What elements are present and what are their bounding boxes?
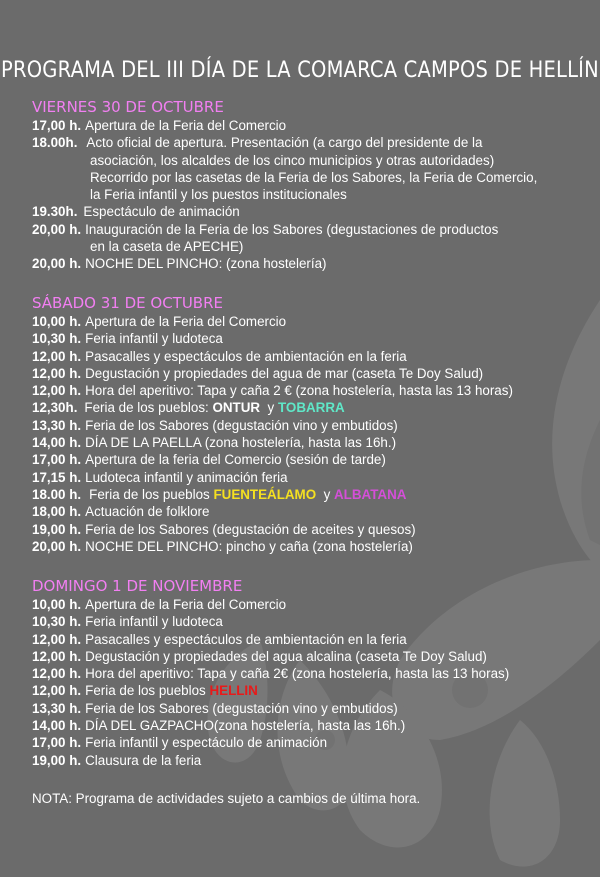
list-item <box>32 399 592 416</box>
time-label: 17,00 h. <box>32 118 82 133</box>
list-item <box>32 700 592 717</box>
list-item <box>32 365 592 382</box>
list-item <box>32 203 592 220</box>
time-label: 20,00 h. <box>32 538 82 554</box>
conjunction: y <box>267 400 275 416</box>
time-label: 18.00 h. <box>32 486 82 502</box>
list-item <box>32 648 592 665</box>
time-label: 12,00 h. <box>32 648 82 664</box>
list-item <box>32 503 592 520</box>
page-title: PROGRAMA DEL III DÍA DE LA COMARCA CAMPOS DE HELLÍN <box>1 56 599 83</box>
activity-text: DÍA DE LA PAELLA (zona hostelería, hasta las 16h.) <box>85 435 397 451</box>
town-ontur: ONTUR <box>212 400 261 416</box>
town-fuentealamo: FUENTEÁLAMO <box>213 486 317 502</box>
activity-text: Feria de los Sabores (degustación de aceites y quesos) <box>85 521 416 537</box>
activity-label: Feria de los pueblos <box>89 486 210 502</box>
time-label: 10,30 h. <box>32 614 82 630</box>
time-label: 19,00 h. <box>32 752 82 768</box>
activity-label: Feria de los pueblos <box>85 683 206 699</box>
activity-text: Apertura de la Feria del Comercio <box>85 597 287 612</box>
list-item <box>32 486 592 503</box>
list-item <box>32 221 592 238</box>
list-item-continuation: en la caseta de APECHE) <box>90 239 244 255</box>
activity-text: Inauguración de la Feria de los Sabores (degustaciones de productos <box>85 221 499 237</box>
list-item <box>32 682 592 699</box>
list-item <box>32 451 592 468</box>
activity-text: Feria de los Sabores (degustación vino y embutidos) <box>85 700 398 716</box>
section-sabado <box>32 294 592 555</box>
time-label: 17,00 h. <box>32 735 82 751</box>
town-hellin: HELLIN <box>209 683 258 699</box>
time-label: 17,15 h. <box>32 469 82 485</box>
list-item <box>32 382 592 399</box>
list-item <box>32 734 592 751</box>
activity-label: Feria de los pueblos: <box>84 400 209 416</box>
time-label: 20,00 h. <box>32 221 82 237</box>
activity-text: Actuación de folklore <box>85 504 210 520</box>
time-label: 17,00 h. <box>32 452 82 468</box>
list-item <box>32 469 592 486</box>
activity-text: Apertura de la Feria del Comercio <box>85 118 287 133</box>
time-label: 13,30 h. <box>32 417 82 433</box>
activity-text: Feria de los Sabores (degustación vino y embutidos) <box>85 417 398 433</box>
time-label: 10,00 h. <box>32 597 82 612</box>
activity-text: Feria infantil y espectáculo de animación <box>85 735 328 751</box>
time-label: 19,00 h. <box>32 521 82 537</box>
time-label: 12,00 h. <box>32 666 82 682</box>
time-label: 18.00h. <box>32 135 78 151</box>
list-item <box>32 313 592 330</box>
activity-text: Feria infantil y ludoteca <box>85 331 223 347</box>
list-item-continuation: Recorrido por las casetas de la Feria de los Sabores, la Feria de Comercio, <box>90 169 538 185</box>
activity-text <box>77 399 344 416</box>
activity-text: Apertura de la feria del Comercio (sesión de tarde) <box>85 452 386 468</box>
list-item <box>32 752 592 769</box>
activity-text <box>81 486 406 503</box>
list-item <box>32 665 592 682</box>
list-item <box>32 596 592 613</box>
activity-text: Espectáculo de animación <box>83 204 240 220</box>
time-label: 19.30h. <box>32 204 78 220</box>
town-tobarra: TOBARRA <box>277 400 345 416</box>
time-label: 12,00 h. <box>32 631 82 647</box>
list-item <box>32 538 592 555</box>
list-item <box>32 631 592 648</box>
list-item <box>32 417 592 434</box>
activity-text: Hora del aperitivo: Tapa y caña 2 € (zona hostelería, hasta las 13 horas) <box>85 383 513 399</box>
section-heading: VIERNES 30 DE OCTUBRE <box>32 98 224 116</box>
list-item <box>32 434 592 451</box>
time-label: 10,00 h. <box>32 314 82 329</box>
disclaimer-note: NOTA: Programa de actividades sujeto a cambios de última hora. <box>32 791 421 806</box>
activity-text: NOCHE DEL PINCHO: pincho y caña (zona hostelería) <box>85 538 413 554</box>
time-label: 12,00 h. <box>32 365 82 381</box>
activity-text: Pasacalles y espectáculos de ambientación en la feria <box>85 348 407 364</box>
time-label: 12,00 h. <box>32 683 82 699</box>
section-heading: SÁBADO 31 DE OCTUBRE <box>32 294 224 312</box>
time-label: 12,30h. <box>32 400 78 416</box>
time-label: 14,00 h. <box>32 435 82 451</box>
town-albatana: ALBATANA <box>334 486 407 502</box>
section-domingo <box>32 577 592 769</box>
list-item <box>32 717 592 734</box>
activity-text: DÍA DEL GAZPACHO(zona hostelería, hasta las 16h.) <box>85 718 406 734</box>
list-item <box>32 255 592 272</box>
list-item <box>32 330 592 347</box>
activity-text: Apertura de la Feria del Comercio <box>85 314 287 329</box>
list-item-continuation: la Feria infantil y los puestos institucionales <box>90 187 347 203</box>
list-item <box>32 521 592 538</box>
activity-text: Degustación y propiedades del agua de mar (caseta Te Doy Salud) <box>85 365 484 381</box>
time-label: 12,00 h. <box>32 348 82 364</box>
activity-text: Ludoteca infantil y animación feria <box>85 469 288 485</box>
list-item <box>32 134 592 151</box>
activity-text: Degustación y propiedades del agua alcalina (caseta Te Doy Salud) <box>85 648 487 664</box>
list-item-continuation: asociación, los alcaldes de los cinco municipios y otras autoridades) <box>90 152 495 168</box>
section-viernes <box>32 98 592 273</box>
time-label: 13,30 h. <box>32 700 82 716</box>
time-label: 18,00 h. <box>32 504 82 520</box>
activity-text <box>81 682 258 699</box>
activity-text: Hora del aperitivo: Tapa y caña 2€ (zona hostelería, hasta las 13 horas) <box>85 666 510 682</box>
time-label: 10,30 h. <box>32 331 82 347</box>
time-label: 20,00 h. <box>32 256 82 272</box>
time-label: 12,00 h. <box>32 383 82 399</box>
activity-text: Feria infantil y ludoteca <box>85 614 223 630</box>
activity-text: Clausura de la feria <box>85 752 202 768</box>
activity-text: NOCHE DEL PINCHO: (zona hostelería) <box>85 256 327 272</box>
section-heading: DOMINGO 1 DE NOVIEMBRE <box>32 577 243 595</box>
activity-text: Acto oficial de apertura. Presentación (a cargo del presidente de la <box>86 135 483 151</box>
conjunction: y <box>323 486 331 502</box>
list-item <box>32 613 592 630</box>
activity-text: Pasacalles y espectáculos de ambientación en la feria <box>85 631 407 647</box>
list-item <box>32 348 592 365</box>
list-item <box>32 117 592 134</box>
time-label: 14,00 h. <box>32 718 82 734</box>
